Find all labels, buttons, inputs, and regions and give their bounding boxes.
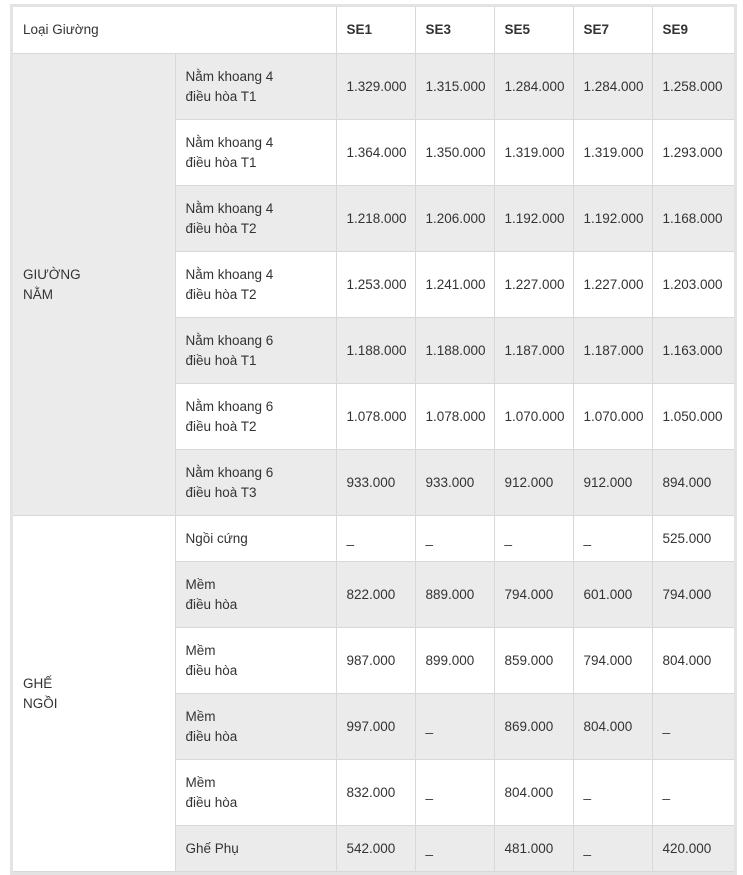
fare-cell: _ <box>415 826 494 872</box>
row-label: Nằm khoang 6 điều hoà T2 <box>175 384 336 450</box>
fare-cell: 997.000 <box>336 694 415 760</box>
fare-cell: 1.218.000 <box>336 186 415 252</box>
row-label: Nằm khoang 6 điều hoà T1 <box>175 318 336 384</box>
fare-cell: 804.000 <box>494 760 573 826</box>
fare-cell: 1.284.000 <box>573 54 652 120</box>
row-label: Nằm khoang 4 điều hòa T2 <box>175 186 336 252</box>
row-label: Mềm điều hòa <box>175 562 336 628</box>
fare-cell: _ <box>652 760 734 826</box>
fare-cell: 1.284.000 <box>494 54 573 120</box>
fare-cell: 804.000 <box>652 628 734 694</box>
fare-cell: 1.329.000 <box>336 54 415 120</box>
header-train-se3: SE3 <box>415 7 494 54</box>
header-train-se1: SE1 <box>336 7 415 54</box>
fare-cell: 804.000 <box>573 694 652 760</box>
fare-cell: 1.168.000 <box>652 186 734 252</box>
fare-cell: _ <box>652 694 734 760</box>
fare-cell: 1.241.000 <box>415 252 494 318</box>
fare-cell: 1.227.000 <box>494 252 573 318</box>
fare-cell: 1.070.000 <box>573 384 652 450</box>
row-label: Nằm khoang 4 điều hòa T1 <box>175 54 336 120</box>
fare-cell: 481.000 <box>494 826 573 872</box>
row-label: Nằm khoang 4 điều hòa T2 <box>175 252 336 318</box>
fare-cell: 542.000 <box>336 826 415 872</box>
fare-cell: 889.000 <box>415 562 494 628</box>
fare-cell: 1.293.000 <box>652 120 734 186</box>
fare-cell: 525.000 <box>652 516 734 562</box>
fare-cell: 1.364.000 <box>336 120 415 186</box>
row-label: Mềm điều hòa <box>175 760 336 826</box>
fare-cell: 933.000 <box>336 450 415 516</box>
fare-cell: 1.253.000 <box>336 252 415 318</box>
row-label: Mềm điều hòa <box>175 628 336 694</box>
fare-cell: _ <box>415 760 494 826</box>
fare-cell: _ <box>573 826 652 872</box>
fare-cell: 1.187.000 <box>494 318 573 384</box>
fare-table <box>13 7 734 872</box>
fare-cell: 859.000 <box>494 628 573 694</box>
group-label-sleeper: GIƯỜNG NẰM <box>13 54 175 516</box>
fare-cell: 794.000 <box>573 628 652 694</box>
fare-cell: 912.000 <box>494 450 573 516</box>
header-type-label: Loại Giường <box>13 7 336 54</box>
fare-cell: 912.000 <box>573 450 652 516</box>
table-row <box>13 54 734 120</box>
row-label: Nằm khoang 4 điều hòa T1 <box>175 120 336 186</box>
fare-cell: 1.319.000 <box>573 120 652 186</box>
fare-cell: _ <box>573 760 652 826</box>
fare-cell: _ <box>336 516 415 562</box>
fare-cell: 1.350.000 <box>415 120 494 186</box>
fare-cell: 1.192.000 <box>494 186 573 252</box>
fare-cell: 601.000 <box>573 562 652 628</box>
fare-cell: _ <box>573 516 652 562</box>
fare-cell: _ <box>415 694 494 760</box>
row-label: Mềm điều hòa <box>175 694 336 760</box>
header-row <box>13 7 734 54</box>
fare-table-container <box>10 4 737 875</box>
fare-cell: 1.319.000 <box>494 120 573 186</box>
fare-cell: 1.078.000 <box>336 384 415 450</box>
fare-cell: 1.315.000 <box>415 54 494 120</box>
fare-cell: 894.000 <box>652 450 734 516</box>
fare-cell: 1.192.000 <box>573 186 652 252</box>
row-label: Ngồi cứng <box>175 516 336 562</box>
fare-cell: 1.188.000 <box>336 318 415 384</box>
fare-cell: 1.188.000 <box>415 318 494 384</box>
fare-cell: 1.227.000 <box>573 252 652 318</box>
fare-cell: 869.000 <box>494 694 573 760</box>
fare-cell: 1.163.000 <box>652 318 734 384</box>
fare-cell: 1.258.000 <box>652 54 734 120</box>
fare-cell: 899.000 <box>415 628 494 694</box>
row-label: Nằm khoang 6 điều hoà T3 <box>175 450 336 516</box>
header-train-se7: SE7 <box>573 7 652 54</box>
fare-cell: 1.206.000 <box>415 186 494 252</box>
fare-cell: 933.000 <box>415 450 494 516</box>
fare-cell: 1.070.000 <box>494 384 573 450</box>
fare-cell: 794.000 <box>652 562 734 628</box>
fare-cell: 1.203.000 <box>652 252 734 318</box>
fare-cell: 822.000 <box>336 562 415 628</box>
group-label-seat: GHẾ NGỒI <box>13 516 175 872</box>
header-train-se5: SE5 <box>494 7 573 54</box>
fare-cell: 1.050.000 <box>652 384 734 450</box>
fare-cell: _ <box>494 516 573 562</box>
fare-cell: 1.078.000 <box>415 384 494 450</box>
fare-cell: 420.000 <box>652 826 734 872</box>
fare-cell: 1.187.000 <box>573 318 652 384</box>
header-train-se9: SE9 <box>652 7 734 54</box>
fare-cell: _ <box>415 516 494 562</box>
table-row <box>13 516 734 562</box>
fare-cell: 987.000 <box>336 628 415 694</box>
fare-cell: 832.000 <box>336 760 415 826</box>
fare-cell: 794.000 <box>494 562 573 628</box>
row-label: Ghế Phụ <box>175 826 336 872</box>
